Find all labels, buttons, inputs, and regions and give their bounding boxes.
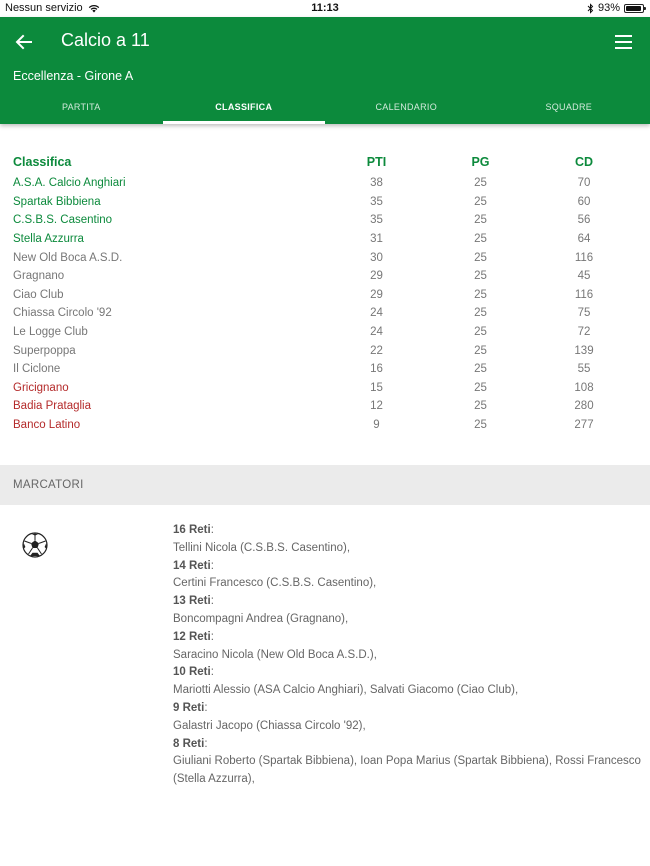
standings-rows [0, 174, 650, 434]
games-played-cell: 25 [474, 381, 487, 394]
goals-label-colon: : [204, 737, 208, 750]
page-title: Calcio a 11 [61, 30, 150, 50]
table-row[interactable] [0, 230, 650, 249]
games-played-cell: 25 [474, 270, 487, 283]
table-row[interactable] [0, 397, 650, 416]
cd-cell: 56 [577, 214, 591, 227]
goals-count-label: 13 Reti [173, 595, 211, 608]
table-row[interactable] [0, 267, 650, 286]
scorer-names: Saracino Nicola (New Old Boca A.S.D.), [173, 648, 377, 661]
scorer-goals-heading [173, 736, 643, 754]
table-row[interactable] [0, 286, 650, 305]
games-played-cell: 25 [474, 288, 487, 301]
games-played-cell: 25 [474, 214, 487, 227]
goals-label-colon: : [210, 595, 214, 608]
cd-cell: 45 [577, 270, 591, 283]
team-name: Chiassa Circolo '92 [13, 307, 112, 320]
cd-cell: 70 [577, 177, 591, 190]
games-played-cell: 25 [474, 195, 487, 208]
app-header [0, 17, 650, 124]
points-cell: 9 [373, 419, 380, 432]
scorer-names: Tellini Nicola (C.S.B.S. Casentino), [173, 541, 351, 554]
cd-cell: 280 [574, 400, 594, 413]
tab-classifica[interactable]: CLASSIFICA [163, 95, 326, 124]
goals-label-colon: : [210, 559, 214, 572]
scorer-names: Mariotti Alessio (ASA Calcio Anghiari), Salvati Giacomo (Ciao Club), [173, 684, 519, 697]
goals-count-label: 9 Reti [173, 701, 205, 714]
standings-table [0, 150, 650, 434]
team-name: Gragnano [13, 270, 65, 283]
scorer-names: Boncompagni Andrea (Gragnano), [173, 612, 349, 625]
points-cell: 24 [370, 326, 383, 339]
goals-count-label: 14 Reti [173, 559, 211, 572]
cd-cell: 116 [574, 251, 594, 264]
cd-cell: 139 [574, 344, 594, 357]
cd-cell: 60 [577, 195, 591, 208]
team-name: C.S.B.S. Casentino [13, 214, 113, 227]
cd-cell: 64 [577, 233, 591, 246]
points-cell: 35 [370, 195, 383, 208]
games-played-cell: 25 [474, 419, 487, 432]
table-row[interactable] [0, 248, 650, 267]
team-name: Gricignano [13, 381, 69, 394]
battery-percent: 93% [597, 2, 620, 14]
scorer-names: Certini Francesco (C.S.B.S. Casentino), [173, 577, 377, 590]
table-row[interactable] [0, 211, 650, 230]
goals-label-colon: : [210, 666, 214, 679]
scorer-goals-heading [173, 664, 643, 682]
status-bar [0, 0, 650, 17]
column-header-classifica: Classifica [13, 155, 72, 169]
tab-bar [0, 95, 650, 124]
points-cell: 29 [370, 288, 383, 301]
games-played-cell: 25 [474, 251, 487, 264]
team-name: Il Ciclone [13, 363, 61, 376]
scorers-list [173, 522, 643, 789]
hamburger-menu-icon [612, 31, 636, 53]
scorer-names: Galastri Jacopo (Chiassa Circolo '92), [173, 719, 366, 732]
table-row[interactable] [0, 416, 650, 435]
games-played-cell: 25 [474, 177, 487, 190]
games-played-cell: 25 [474, 233, 487, 246]
games-played-cell: 25 [474, 307, 487, 320]
games-played-cell: 25 [474, 363, 487, 376]
points-cell: 31 [370, 233, 383, 246]
tab-squadre[interactable]: SQUADRE [545, 102, 593, 112]
carrier-label: Nessun servizio [5, 2, 83, 14]
points-cell: 35 [370, 214, 383, 227]
goals-count-label: 10 Reti [173, 666, 211, 679]
points-cell: 38 [370, 177, 383, 190]
back-button[interactable] [12, 30, 36, 54]
points-cell: 24 [370, 307, 383, 320]
team-name: Ciao Club [13, 288, 64, 301]
scorer-names: Giuliani Roberto (Spartak Bibbiena), Ioan Popa Marius (Spartak Bibbiena), Rossi Francesco (Stella Azzurra), [173, 755, 641, 786]
tab-partita[interactable]: PARTITA [61, 102, 101, 112]
cd-cell: 277 [574, 419, 594, 432]
goals-count-label: 16 Reti [173, 524, 211, 536]
table-row[interactable] [0, 341, 650, 360]
league-subtitle: Eccellenza - Girone A [13, 69, 134, 83]
table-row[interactable] [0, 323, 650, 342]
games-played-cell: 25 [474, 344, 487, 357]
team-name: New Old Boca A.S.D. [13, 251, 123, 264]
goals-label-colon: : [204, 701, 208, 714]
column-header-cd: CD [574, 155, 594, 169]
status-right [587, 2, 644, 14]
team-name: Banco Latino [13, 419, 81, 432]
cd-cell: 72 [577, 326, 591, 339]
points-cell: 15 [370, 381, 383, 394]
standings-header [0, 150, 650, 174]
column-header-pti: PTI [366, 155, 387, 169]
table-row[interactable] [0, 379, 650, 398]
points-cell: 16 [370, 363, 383, 376]
cd-cell: 55 [577, 363, 591, 376]
team-name: Superpoppa [13, 344, 76, 357]
soccer-ball-icon [22, 532, 48, 558]
team-name: Stella Azzurra [13, 233, 84, 246]
points-cell: 30 [370, 251, 383, 264]
goals-label-colon: : [210, 630, 214, 643]
points-cell: 29 [370, 270, 383, 283]
scorer-goals-heading [173, 522, 643, 540]
table-row[interactable] [0, 193, 650, 212]
points-cell: 22 [370, 344, 383, 357]
cd-cell: 116 [574, 288, 594, 301]
games-played-cell: 25 [474, 326, 487, 339]
bluetooth-icon [587, 3, 594, 14]
scorer-goals-heading [173, 700, 643, 718]
column-header-pg: PG [471, 155, 490, 169]
team-name: Le Logge Club [13, 326, 88, 339]
cd-cell: 108 [574, 381, 594, 394]
team-name: Badia Prataglia [13, 400, 91, 413]
battery-level [626, 6, 641, 11]
team-name: A.S.A. Calcio Anghiari [13, 177, 126, 190]
section-header-marcatori: MARCATORI [0, 465, 650, 505]
goals-label-colon: : [210, 524, 214, 536]
menu-button[interactable] [612, 31, 636, 53]
scorer-goals-heading [173, 629, 643, 647]
arrow-left-icon [12, 30, 36, 54]
scorer-goals-heading [173, 558, 643, 576]
scorer-goals-heading [173, 593, 643, 611]
games-played-cell: 25 [474, 400, 487, 413]
table-row[interactable] [0, 174, 650, 193]
team-name: Spartak Bibbiena [13, 195, 101, 208]
points-cell: 12 [370, 400, 383, 413]
clock: 11:13 [311, 2, 339, 14]
tab-calendario[interactable]: CALENDARIO [375, 102, 437, 112]
table-row[interactable] [0, 304, 650, 323]
cd-cell: 75 [577, 307, 591, 320]
goals-count-label: 8 Reti [173, 737, 205, 750]
table-row[interactable] [0, 360, 650, 379]
goals-count-label: 12 Reti [173, 630, 211, 643]
battery-icon [624, 4, 644, 13]
